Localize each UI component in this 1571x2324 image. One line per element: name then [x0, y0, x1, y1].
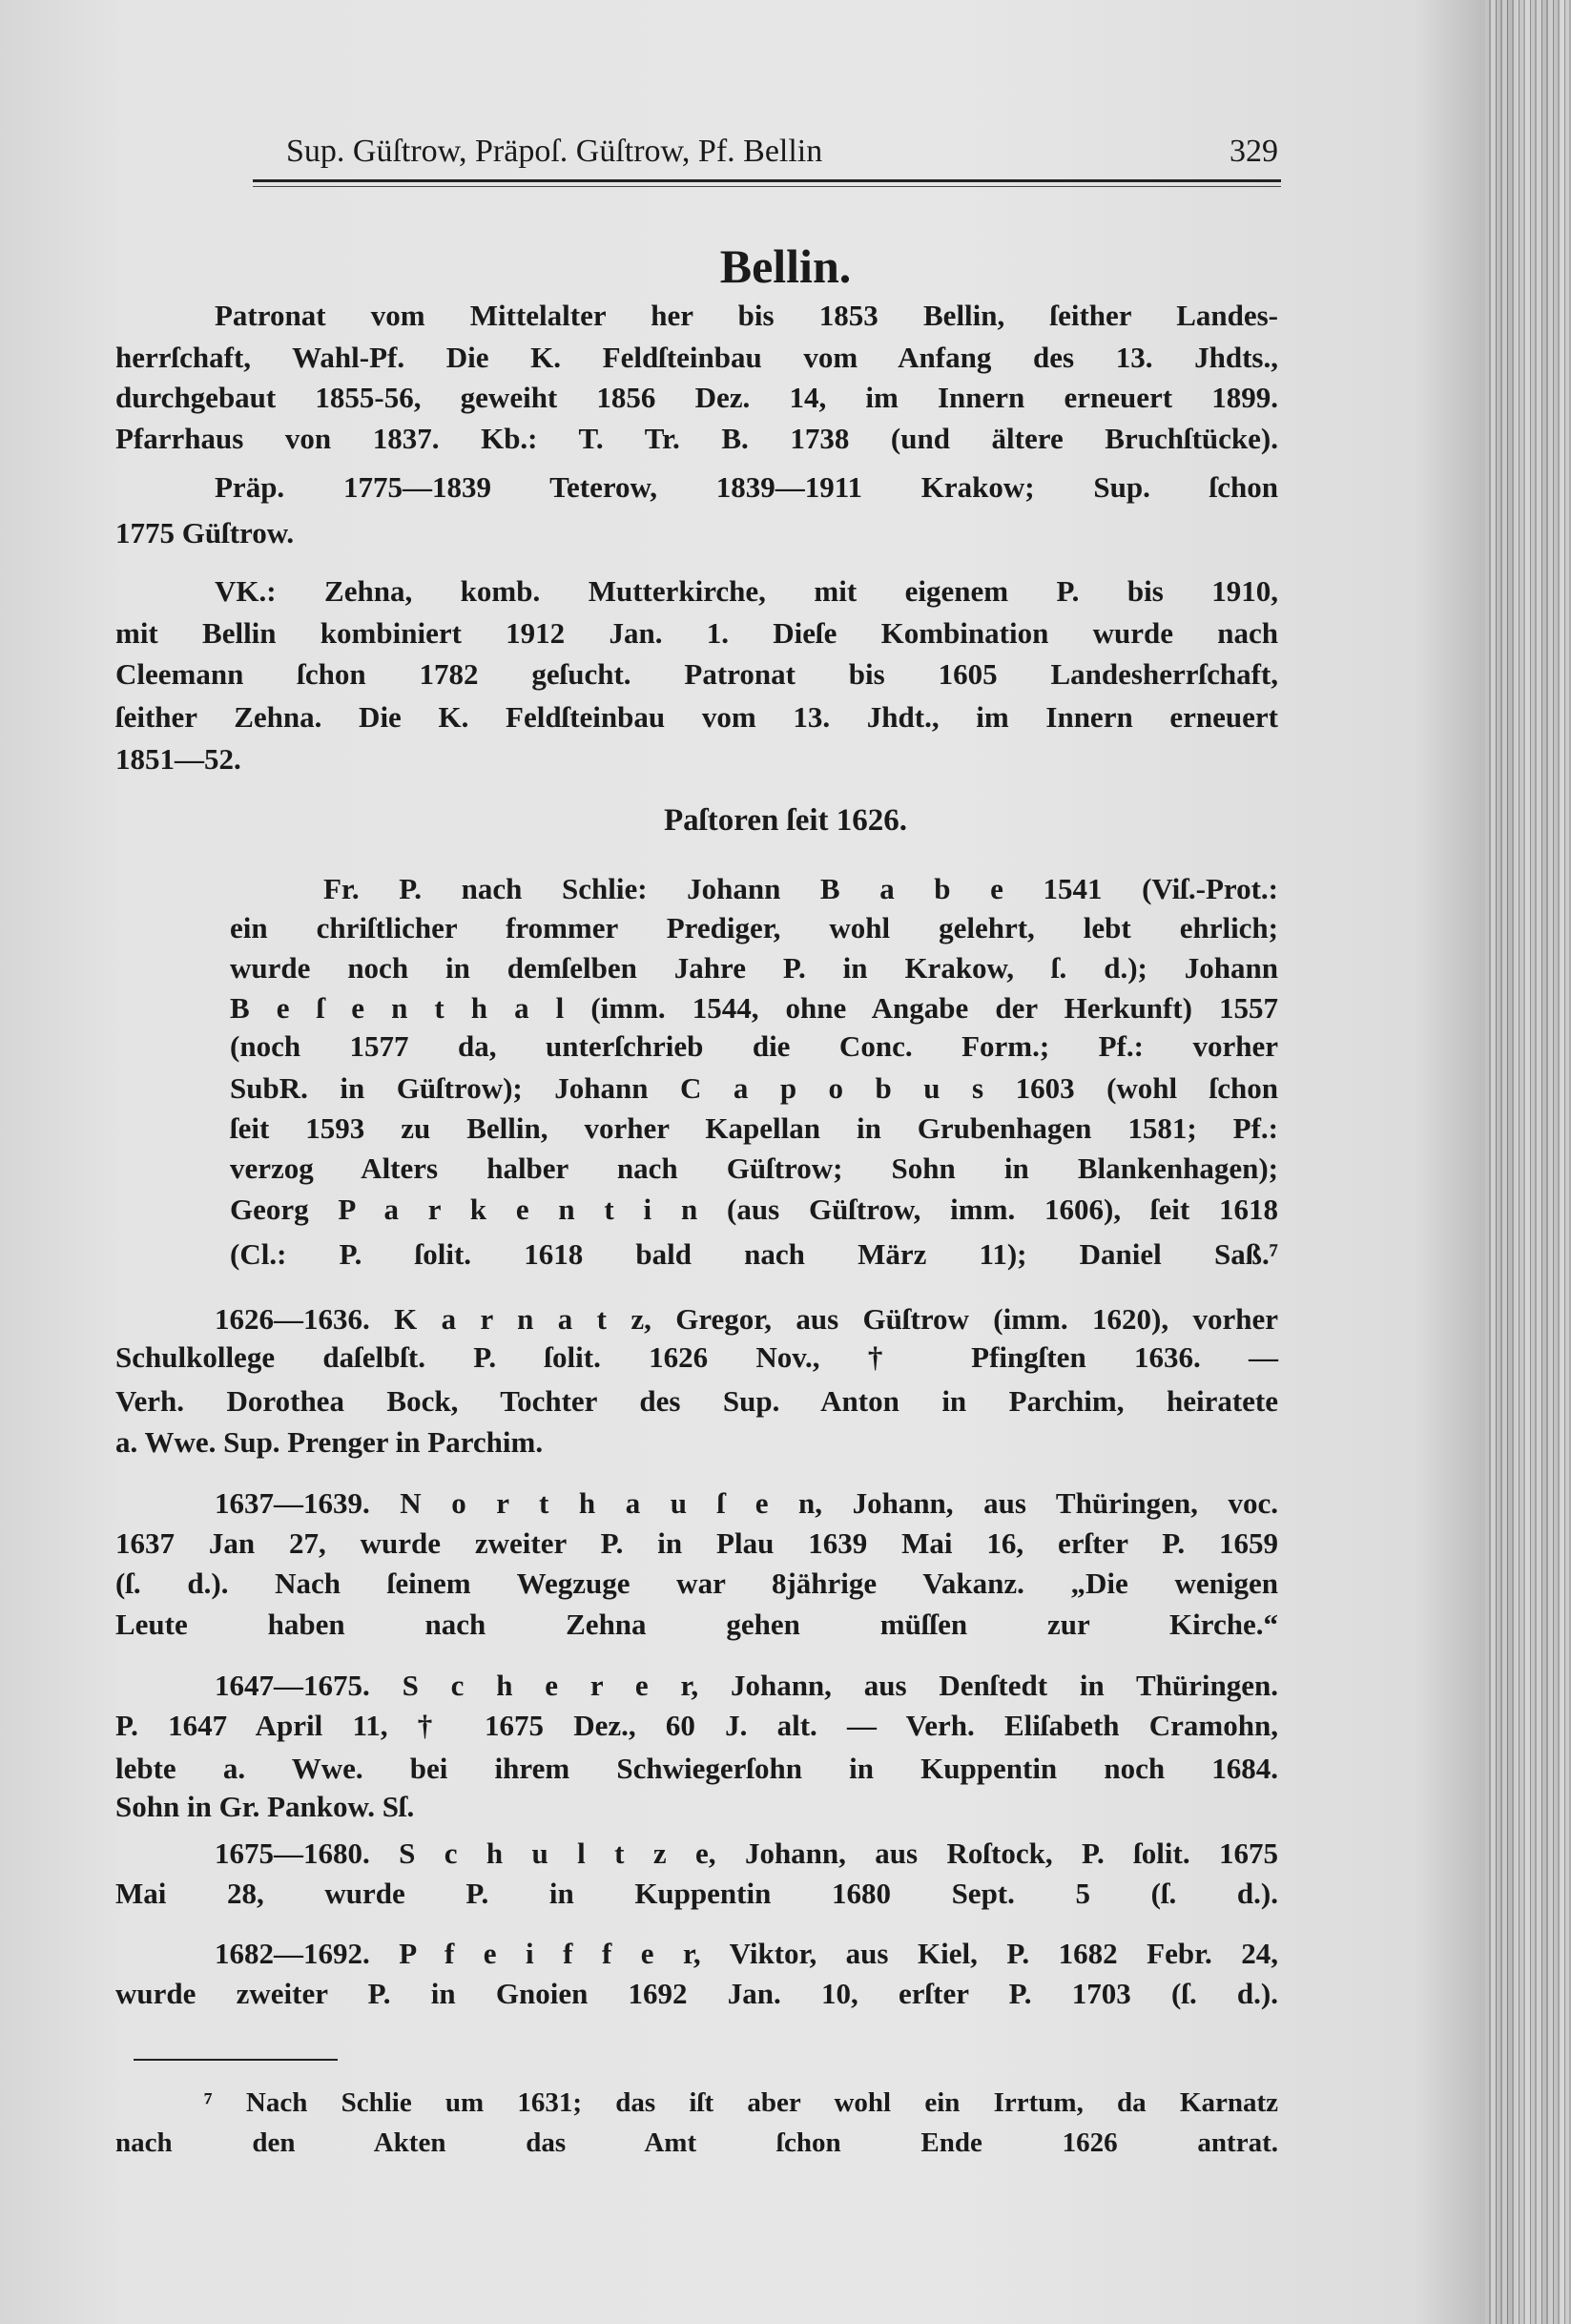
- footnote-rule: [134, 2059, 338, 2061]
- pastor-entry-line: 1637—1639. N o r t h a u ſ e n, Johann, aus Thüringen, voc.: [215, 1486, 1278, 1520]
- book-binding-edge: [1485, 0, 1571, 2324]
- early-pastors-line: SubR. in Güſtrow); Johann C a p o b u s 1603 (wohl ſchon: [230, 1071, 1278, 1105]
- page-number: 329: [1230, 134, 1278, 169]
- pastor-entry-line: Schulkollege daſelbſt. P. ſolit. 1626 Nov., † Pfingſten 1636. —: [115, 1340, 1278, 1374]
- early-pastors-line: (Cl.: P. ſolit. 1618 bald nach März 11); Daniel Saß.⁷: [230, 1237, 1278, 1271]
- early-pastors-line: wurde noch in demſelben Jahre P. in Krakow, ſ. d.); Johann: [230, 951, 1278, 985]
- pastor-entry-line: Sohn in Gr. Pankow. Sſ.: [115, 1790, 415, 1823]
- early-pastors-line: Georg P a r k e n t i n (aus Güſtrow, imm. 1606), ſeit 1618: [230, 1193, 1278, 1226]
- section-heading: Paſtoren ſeit 1626.: [663, 803, 908, 838]
- pastor-entry-line: wurde zweiter P. in Gnoien 1692 Jan. 10, erſter P. 1703 (ſ. d.).: [115, 1977, 1278, 2010]
- header-rule: [253, 179, 1281, 182]
- pastor-entry-line: 1637 Jan 27, wurde zweiter P. in Plau 1639 Mai 16, erſter P. 1659: [115, 1526, 1278, 1560]
- pastor-entry-line: 1626—1636. K a r n a t z, Gregor, aus Güſtrow (imm. 1620), vorher: [215, 1302, 1278, 1336]
- paragraph-line: Cleemann ſchon 1782 geſucht. Patronat bis 1605 Landesherrſchaft,: [115, 657, 1278, 691]
- pastor-entry-line: a. Wwe. Sup. Prenger in Parchim.: [115, 1425, 544, 1459]
- paragraph-line: 1775 Güſtrow.: [115, 516, 295, 550]
- paragraph-line: 1851—52.: [115, 742, 241, 776]
- running-title: Sup. Güſtrow, Präpoſ. Güſtrow, Pf. Bellin: [286, 134, 823, 169]
- paragraph-line: durchgebaut 1855-56, geweiht 1856 Dez. 14, im Innern erneuert 1899.: [115, 381, 1278, 414]
- paragraph-line: mit Bellin kombiniert 1912 Jan. 1. Dieſe Kombination wurde nach: [115, 616, 1278, 650]
- early-pastors-line: verzog Alters halber nach Güſtrow; Sohn in Blankenhagen);: [230, 1152, 1278, 1185]
- pastor-entry-line: Mai 28, wurde P. in Kuppentin 1680 Sept. 5 (ſ. d.).: [115, 1877, 1278, 1910]
- pastor-entry-line: 1682—1692. P f e i f f e r, Viktor, aus Kiel, P. 1682 Febr. 24,: [215, 1937, 1278, 1970]
- paragraph-line: Präp. 1775—1839 Teterow, 1839—1911 Krakow; Sup. ſchon: [215, 470, 1278, 504]
- pastor-entry-line: Verh. Dorothea Bock, Tochter des Sup. Anton in Parchim, heiratete: [115, 1384, 1278, 1418]
- running-header: [286, 134, 1278, 172]
- pastor-entry-line: 1675—1680. S c h u l t z e, Johann, aus Roſtock, P. ſolit. 1675: [215, 1836, 1278, 1870]
- paragraph-line: VK.: Zehna, komb. Mutterkirche, mit eigenem P. bis 1910,: [215, 574, 1278, 608]
- paragraph-line: herrſchaft, Wahl-Pf. Die K. Feldſteinbau vom Anfang des 13. Jhdts.,: [115, 341, 1278, 374]
- header-rule-thin: [253, 186, 1281, 187]
- early-pastors-line: (noch 1577 da, unterſchrieb die Conc. Form.; Pf.: vorher: [230, 1029, 1278, 1063]
- early-pastors-line: ein chriſtlicher frommer Prediger, wohl gelehrt, lebt ehrlich;: [230, 911, 1278, 944]
- early-pastors-line: B e ſ e n t h a l (imm. 1544, ohne Angabe der Herkunft) 1557: [230, 991, 1278, 1025]
- early-pastors-line: ſeit 1593 zu Bellin, vorher Kapellan in Grubenhagen 1581; Pf.:: [230, 1111, 1278, 1145]
- early-pastors-line: Fr. P. nach Schlie: Johann B a b e 1541 (Viſ.-Prot.:: [323, 872, 1278, 905]
- paragraph-line: Pfarrhaus von 1837. Kb.: T. Tr. B. 1738 (und ältere Bruchſtücke).: [115, 422, 1278, 455]
- pastor-entry-line: 1647—1675. S c h e r e r, Johann, aus Denſtedt in Thüringen.: [215, 1669, 1278, 1702]
- page-title: Bellin.: [719, 239, 852, 293]
- pastor-entry-line: P. 1647 April 11, † 1675 Dez., 60 J. alt. — Verh. Eliſabeth Cramohn,: [115, 1709, 1278, 1742]
- footnote-line: nach den Akten das Amt ſchon Ende 1626 antrat.: [115, 2127, 1278, 2158]
- paragraph-line: Patronat vom Mittelalter her bis 1853 Bellin, ſeither Landes-: [215, 299, 1278, 332]
- footnote-line: ⁷ Nach Schlie um 1631; das iſt aber wohl ein Irrtum, da Karnatz: [204, 2087, 1278, 2118]
- paragraph-line: ſeither Zehna. Die K. Feldſteinbau vom 13. Jhdt., im Innern erneuert: [115, 700, 1278, 734]
- pastor-entry-line: (ſ. d.). Nach ſeinem Wegzuge war 8jährige Vakanz. „Die wenigen: [115, 1567, 1278, 1600]
- pastor-entry-line: Leute haben nach Zehna gehen müſſen zur Kirche.“: [115, 1608, 1278, 1641]
- pastor-entry-line: lebte a. Wwe. bei ihrem Schwiegerſohn in Kuppentin noch 1684.: [115, 1752, 1278, 1785]
